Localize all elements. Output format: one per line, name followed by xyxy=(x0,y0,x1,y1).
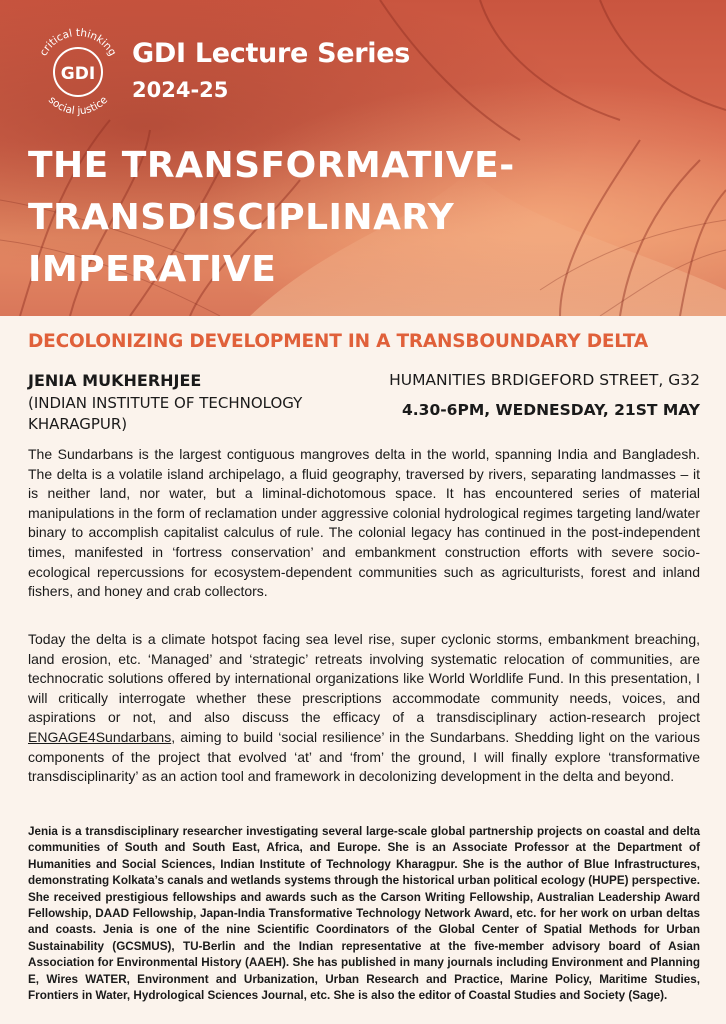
logo-ring-top-text: critical thinking xyxy=(37,26,119,59)
abstract-text: , aiming to build ‘social resilience’ in the Sundarbans. Shedding light on the various components of the project that evolved ‘at’ and ‘from’ the ground, I will finally explore ‘transformative transdisciplinarity’ as an action tool and framework in decolonizing development in the delta and beyond. xyxy=(28,728,700,785)
lecture-subtitle: DECOLONIZING DEVELOPMENT IN A TRANSBOUNDARY DELTA xyxy=(28,331,648,352)
hero-banner xyxy=(0,0,726,316)
lecture-title xyxy=(28,140,708,296)
logo-ring-bottom-text: social justice xyxy=(45,94,111,118)
project-link[interactable]: ENGAGE4Sundarbans xyxy=(28,728,172,745)
speaker-bio: Jenia is a transdisciplinary researcher investigating several large-scale global partnership projects on coastal and delta communities of South and South East, Africa, and Europe. She is an Associate Professor at the Department of Humanities and Social Sciences, Indian Institute of Technology Kharagpur. She is the author of Blue Infrastructures, demonstrating Kolkata’s canals and wetlands systems through the historical urban political ecology (HUPE) perspective. She received prestigious fellowships and awards such as the Carson Writing Fellowship, Australian Leadership Award Fellowship, DAAD Fellowship, Japan-India Transformative Technology Network Award, etc. for her work on urban deltas and coasts. Jenia is one of the nine Scientific Coordinators of the Global Center of Spatial Methods for Urban Sustainability (GCSMUS), TU-Berlin and the Indian representative at the five-member advisory board of Asian Association for Environmental History (AAEH). She has published in many journals including Environment and Planning E, Wires WATER, Environment and Urbanization, Urban Research and Practice, Marine Policy, Maritime Studies, Frontiers in Water, Hydrological Sciences Journal, etc. She is also the editor of Coastal Studies and Society (Sage). xyxy=(28,825,700,1003)
event-time: 4.30-6PM, WEDNESDAY, 21ST MAY xyxy=(402,401,700,419)
svg-text:critical thinking xyxy=(38,27,119,58)
speaker-affiliation: (INDIAN INSTITUTE OF TECHNOLOGY KHARAGPUR) xyxy=(28,394,303,433)
logo-center-text: GDI xyxy=(60,64,96,84)
gdi-logo-icon xyxy=(28,22,128,122)
abstract-text: Today the delta is a climate hotspot facing sea level rise, super cyclonic storms, embankment breaching, land erosion, etc. ‘Managed’ and ‘strategic’ retreats involving systematic relocation of communities, are technocratic solutions offered by international organizations like World Worldlife Fund. In this presentation, I will critically interrogate whether these prescriptions accommodate community needs, voices, and aspirations or not, and also discuss the efficacy of a transdisciplinary action-research project xyxy=(28,631,700,726)
abstract-paragraph-1: The Sundarbans is the largest contiguous mangroves delta in the world, spanning India and Bangladesh. The delta is a volatile island archipelago, a fluid geography, traversed by rivers, separating landmasses – it is neither land, nor water, but a liminal-dichotomous space. It has encountered series of material manipulations in the form of reclamation under aggressive colonial hydrological regimes targeting land/water binary to accomplish capitalist calculus of rule. The colonial legacy has continued in the post-independent times, manifested in ‘fortress conservation’ and embankment construction efforts with severe socio-ecological repercussions for ecosystem-dependent communities such as agriculturists, forest and inland fishers, and honey and crab collectors. xyxy=(28,446,700,600)
event-venue: HUMANITIES BRDIGEFORD STREET, G32 xyxy=(389,371,700,389)
series-title: GDI Lecture Series xyxy=(132,38,411,69)
lecture-title-line: IMPERATIVE xyxy=(28,249,277,290)
lecture-title-line: TRANSDISCIPLINARY xyxy=(28,197,455,238)
abstract-paragraph-2 xyxy=(28,630,700,787)
lecture-title-line: THE TRANSFORMATIVE- xyxy=(28,145,515,186)
series-year: 2024-25 xyxy=(132,78,229,102)
speaker-name: JENIA MUKHERHJEE xyxy=(28,371,202,390)
svg-text:social justice xyxy=(46,94,110,117)
